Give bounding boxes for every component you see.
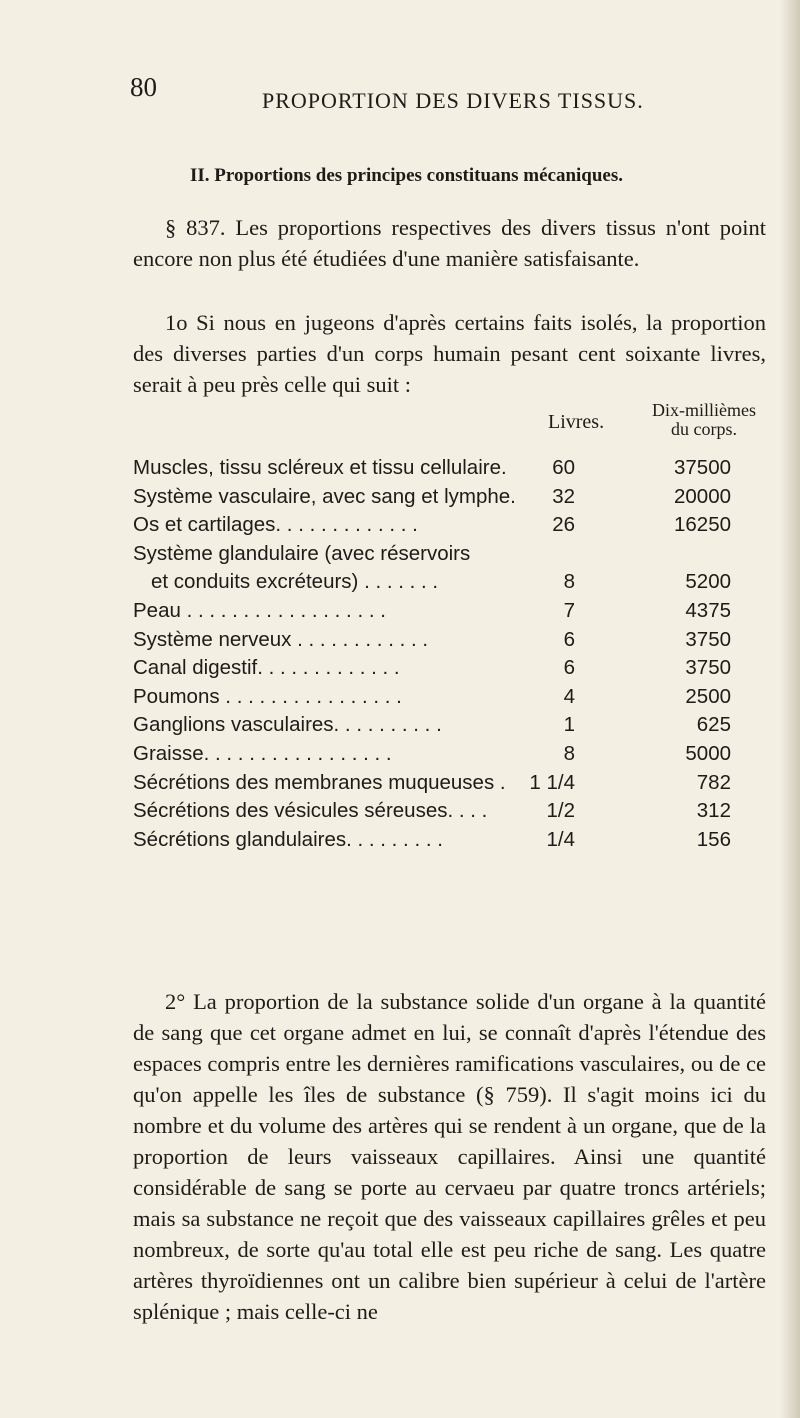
row-livres: 4 <box>563 684 575 708</box>
row-livres: 26 <box>552 513 575 537</box>
row-dix-milliemes: 5200 <box>685 570 731 594</box>
row-livres: 1 <box>563 713 575 737</box>
row-dix-milliemes: 312 <box>696 799 731 823</box>
row-label: Système glandulaire (avec réservoirs <box>133 541 471 565</box>
row-dix-milliemes: 5000 <box>685 741 731 765</box>
row-dix-milliemes: 156 <box>696 827 731 851</box>
column-header-dix-line2: du corps. <box>671 419 737 439</box>
row-dix-milliemes: 2500 <box>685 684 731 708</box>
row-dix-milliemes: 20000 <box>673 484 731 508</box>
row-dix-milliemes: 4375 <box>685 598 731 622</box>
proportions-table <box>133 456 773 856</box>
page-number: 80 <box>130 72 157 102</box>
row-dix-milliemes: 3750 <box>685 656 731 680</box>
table-row <box>133 771 773 800</box>
running-head: PROPORTION DES DIVERS TISSUS. <box>262 88 644 113</box>
row-label: Poumons . . . . . . . . . . . . . . . . <box>133 684 402 708</box>
column-header-livres: Livres. <box>548 411 605 433</box>
column-header-dix-line1: Dix-millièmes <box>652 400 756 420</box>
row-label: Sécrétions glandulaires. . . . . . . . . <box>133 827 443 851</box>
row-livres: 60 <box>552 456 575 479</box>
row-livres: 8 <box>563 570 575 594</box>
paragraph-point-2: 2° La proportion de la substance solide d'un organe à la quantité de sang que cet organe admet en lui, se connaît d'après l'étendue des espaces compris entre les dernières ramifications vasculaires, ou de ce qu'on appelle les îles de substance (§ 759). Il s'agit moins ici du nombre et du volume des artères qui se rendent à un organe, que de la proportion de leurs vaisseaux capillaires. Ainsi une quantité considérable de sang se porte au cervaeu par quatre troncs artériels; mais sa substance ne reçoit que des vaisseaux capillaires grêles et peu nombreux, de sorte qu'au total elle est peu riche de sang. Les quatre artères thyroïdiennes ont un calibre bien supérieur à celui de l'artère splénique ; mais celle-ci ne <box>133 989 766 1324</box>
row-label: Peau . . . . . . . . . . . . . . . . . . <box>133 598 386 622</box>
table-row <box>133 570 773 599</box>
table-row <box>133 456 773 485</box>
table-row <box>133 628 773 657</box>
row-label: et conduits excréteurs) . . . . . . . <box>151 570 439 594</box>
row-livres: 8 <box>563 741 575 765</box>
row-label: Graisse. . . . . . . . . . . . . . . . . <box>133 741 392 765</box>
row-dix-milliemes: 16250 <box>673 513 731 537</box>
row-dix-milliemes: 782 <box>696 770 731 794</box>
row-label: Ganglions vasculaires. . . . . . . . . . <box>133 713 442 737</box>
table-header <box>548 401 766 451</box>
table-row <box>133 513 773 542</box>
table-row <box>133 599 773 628</box>
paragraph-837: § 837. Les proportions respectives des divers tissus n'ont point encore non plus été étudiées d'une manière satisfaisante. <box>133 215 766 271</box>
row-livres: 1 1/4 <box>529 770 575 794</box>
table-row <box>133 713 773 742</box>
row-label: Système vasculaire, avec sang et lymphe. <box>133 484 516 508</box>
table-row <box>133 828 773 857</box>
row-dix-milliemes: 3750 <box>685 627 731 651</box>
column-header-dix-milliemes <box>652 401 756 439</box>
row-livres: 32 <box>552 484 575 508</box>
table-row <box>133 485 773 514</box>
row-label: Sécrétions des membranes muqueuses . <box>133 770 506 794</box>
row-label: Canal digestif. . . . . . . . . . . . . <box>133 656 400 680</box>
paragraph-point-1: 1o Si nous en jugeons d'après certains faits isolés, la proportion des diverses parties d'un corps humain pesant cent soixante livres, serait à peu près celle qui suit : <box>133 310 766 397</box>
table-row <box>133 542 773 571</box>
table-row <box>133 685 773 714</box>
row-label: Sécrétions des vésicules séreuses. . . . <box>133 799 488 823</box>
table-row <box>133 656 773 685</box>
page-edge-shadow <box>780 0 800 1418</box>
row-livres: 6 <box>563 656 575 680</box>
row-label: Système nerveux . . . . . . . . . . . . <box>133 627 429 651</box>
row-livres: 1/4 <box>546 827 575 851</box>
row-label: Muscles, tissu scléreux et tissu cellulaire. <box>133 456 507 479</box>
table-row <box>133 799 773 828</box>
row-livres: 1/2 <box>546 799 575 823</box>
row-livres: 7 <box>563 598 575 622</box>
table-row <box>133 742 773 771</box>
row-dix-milliemes: 37500 <box>673 456 731 479</box>
section-title: II. Proportions des principes constituans mécaniques. <box>190 165 624 186</box>
row-label: Os et cartilages. . . . . . . . . . . . . <box>133 513 418 537</box>
row-livres: 6 <box>563 627 575 651</box>
row-dix-milliemes: 625 <box>696 713 731 737</box>
